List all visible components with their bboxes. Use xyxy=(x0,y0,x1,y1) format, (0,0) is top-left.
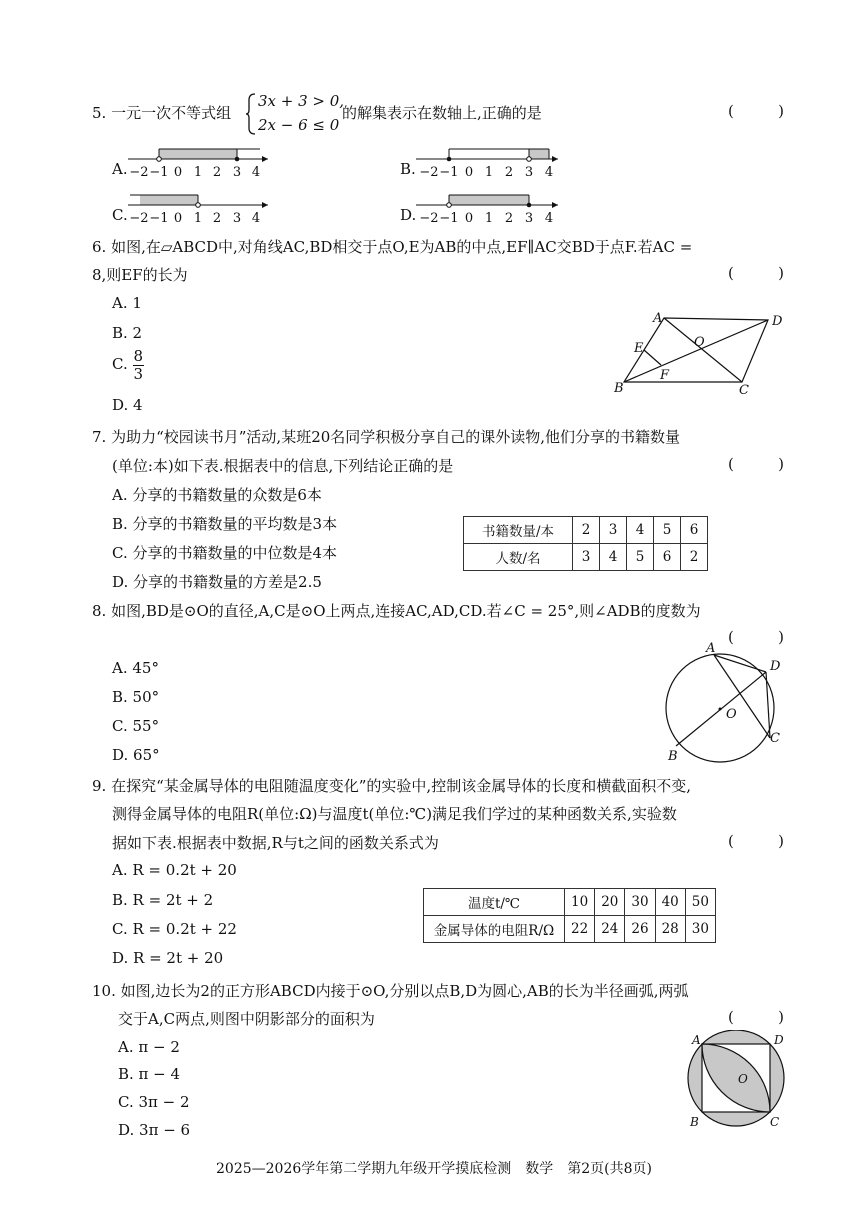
q6-label-e: E xyxy=(634,341,644,356)
q10-option-b: B. π − 4 xyxy=(118,1065,181,1083)
q7-answer-paren: ( ) xyxy=(728,455,784,473)
q10-square-circle-figure xyxy=(682,1030,794,1130)
svg-text:3: 3 xyxy=(232,211,242,226)
q8-option-d: D. 65° xyxy=(112,746,160,764)
q9-answer-paren: ( ) xyxy=(728,832,784,850)
svg-text:−1: −1 xyxy=(149,165,169,180)
svg-text:4: 4 xyxy=(251,211,261,226)
q8-option-a: A. 45° xyxy=(112,659,159,677)
q6-label-f: F xyxy=(660,368,670,383)
q5-stem-text: 一元一次不等式组 xyxy=(111,104,232,122)
q8-label-d: D xyxy=(770,659,781,674)
q6-line1: 6. 如图,在▱ABCD中,对角线AC,BD相交于点O,E为AB的中点,EF∥AC交BD于点F.若AC = xyxy=(92,238,693,256)
q8-label-c: C xyxy=(770,731,780,746)
q6-label-d: D xyxy=(772,314,783,329)
q5-option-a-label: A. xyxy=(112,160,128,178)
q6-option-a: A. 1 xyxy=(112,294,142,312)
q10-option-c: C. 3π − 2 xyxy=(118,1093,190,1111)
q7-data-table xyxy=(463,516,708,571)
page-footer: 2025—2026学年第二学期九年级开学摸底检测 数学 第2页(共8页) xyxy=(216,1161,652,1177)
q5-option-d-label: D. xyxy=(400,206,417,224)
svg-text:4: 4 xyxy=(544,211,554,226)
q9-option-c: C. R = 0.2t + 22 xyxy=(112,920,237,938)
q10-label-a: A xyxy=(692,1033,701,1047)
q10-line1: 10. 如图,边长为2的正方形ABCD内接于⊙O,分别以点B,D为圆心,AB的长为半径画弧,两弧 xyxy=(92,982,689,1000)
svg-text:2: 2 xyxy=(504,165,514,180)
q10-option-d: D. 3π − 6 xyxy=(118,1121,191,1139)
q9-line3: 据如下表.根据表中数据,R与t之间的函数关系式为 xyxy=(112,834,439,852)
q7-option-d: D. 分享的书籍数量的方差是2.5 xyxy=(112,573,322,591)
svg-text:4: 4 xyxy=(544,165,554,180)
svg-text:0: 0 xyxy=(464,211,474,226)
q5-number: 5. xyxy=(92,104,107,122)
q6-option-c: C. $\frac{8}{3}$ xyxy=(112,347,144,383)
svg-text:2: 2 xyxy=(504,211,514,226)
q7-option-c: C. 分享的书籍数量的中位数是4本 xyxy=(112,544,338,562)
svg-text:3: 3 xyxy=(524,211,534,226)
q8-answer-paren: ( ) xyxy=(728,628,784,646)
q5-brace xyxy=(245,92,257,136)
q5-system-line2: 2x − 6 ≤ 0 xyxy=(258,116,340,134)
svg-text:1: 1 xyxy=(484,165,494,180)
q8-circle-figure xyxy=(656,640,796,764)
q5-system-line1: 3x + 3 > 0, xyxy=(258,92,345,110)
q7-option-a: A. 分享的书籍数量的众数是6本 xyxy=(112,486,322,504)
q8-label-b: B xyxy=(668,749,678,764)
q10-line2: 交于A,C两点,则图中阴影部分的面积为 xyxy=(118,1010,375,1028)
svg-text:−1: −1 xyxy=(149,211,169,226)
q5-option-b-label: B. xyxy=(400,160,416,178)
q10-label-c: C xyxy=(770,1115,780,1129)
q6-answer-paren: ( ) xyxy=(728,264,784,282)
q8-line1: 8. 如图,BD是⊙O的直径,A,C是⊙O上两点,连接AC,AD,CD.若∠C = 25°,则∠ADB的度数为 xyxy=(92,602,701,620)
q8-label-a: A xyxy=(706,641,716,656)
q6-option-b: B. 2 xyxy=(112,324,143,342)
q10-answer-paren: ( ) xyxy=(728,1008,784,1026)
q10-label-o: O xyxy=(738,1072,748,1086)
table-row: 温度t/℃ 10 20 30 40 50 xyxy=(424,889,716,916)
q5-numberline-b xyxy=(416,144,564,180)
q6-parallelogram-figure xyxy=(606,306,792,398)
q8-label-o: O xyxy=(726,707,737,722)
q9-line1: 9. 在探究“某金属导体的电阻随温度变化”的实验中,控制该金属导体的长度和横截面积不变, xyxy=(92,777,691,795)
q6-label-c: C xyxy=(739,383,749,398)
q6-line2: 8,则EF的长为 xyxy=(92,266,188,284)
q10-label-d: D xyxy=(774,1033,784,1047)
q8-option-c: C. 55° xyxy=(112,717,160,735)
q6-label-o: O xyxy=(694,335,705,350)
q5-option-c-label: C. xyxy=(112,206,128,224)
q5-answer-paren: ( ) xyxy=(728,102,784,120)
q5-numberline-d xyxy=(416,190,564,226)
svg-text:−2: −2 xyxy=(129,211,149,226)
svg-text:0: 0 xyxy=(173,165,183,180)
svg-text:0: 0 xyxy=(173,211,183,226)
table-row: 人数/名 3 4 5 6 2 xyxy=(464,544,708,571)
q9-option-d: D. R = 2t + 20 xyxy=(112,949,224,967)
q6-label-b: B xyxy=(614,381,624,396)
q7-option-b: B. 分享的书籍数量的平均数是3本 xyxy=(112,515,338,533)
q9-data-table xyxy=(423,888,716,943)
q8-option-b: B. 50° xyxy=(112,688,160,706)
q7-line2: (单位:本)如下表.根据表中的信息,下列结论正确的是 xyxy=(112,457,454,475)
svg-text:−2: −2 xyxy=(419,165,439,180)
svg-text:1: 1 xyxy=(193,211,203,226)
q5-stem xyxy=(92,102,231,123)
q7-line1: 7. 为助力“校园读书月”活动,某班20名同学积极分享自己的课外读物,他们分享的书籍数量 xyxy=(92,428,681,446)
svg-text:4: 4 xyxy=(251,165,261,180)
svg-text:1: 1 xyxy=(193,165,203,180)
svg-text:−2: −2 xyxy=(129,165,149,180)
svg-text:−1: −1 xyxy=(439,211,459,226)
svg-text:−1: −1 xyxy=(439,165,459,180)
svg-text:3: 3 xyxy=(232,165,242,180)
svg-text:2: 2 xyxy=(212,165,222,180)
q6-option-c-fraction: $\frac{8}{3}$ xyxy=(133,347,144,383)
q9-option-b: B. R = 2t + 2 xyxy=(112,891,214,909)
svg-text:1: 1 xyxy=(484,211,494,226)
q5-tail: 的解集表示在数轴上,正确的是 xyxy=(342,104,542,122)
svg-text:2: 2 xyxy=(212,211,222,226)
q9-option-a: A. R = 0.2t + 20 xyxy=(112,861,237,879)
table-row: 金属导体的电阻R/Ω 22 24 26 28 30 xyxy=(424,916,716,943)
q6-option-d: D. 4 xyxy=(112,396,143,414)
svg-text:3: 3 xyxy=(524,165,534,180)
q9-line2: 测得金属导体的电阻R(单位:Ω)与温度t(单位:℃)满足我们学过的某种函数关系,实验数 xyxy=(112,805,677,823)
table-row: 书籍数量/本 2 3 4 5 6 xyxy=(464,517,708,544)
q10-label-b: B xyxy=(690,1115,699,1129)
q5-numberline-c xyxy=(128,190,276,226)
svg-text:−2: −2 xyxy=(419,211,439,226)
q5-numberline-a xyxy=(128,144,276,180)
q10-option-a: A. π − 2 xyxy=(118,1038,180,1056)
q6-label-a: A xyxy=(653,311,663,326)
svg-text:0: 0 xyxy=(464,165,474,180)
